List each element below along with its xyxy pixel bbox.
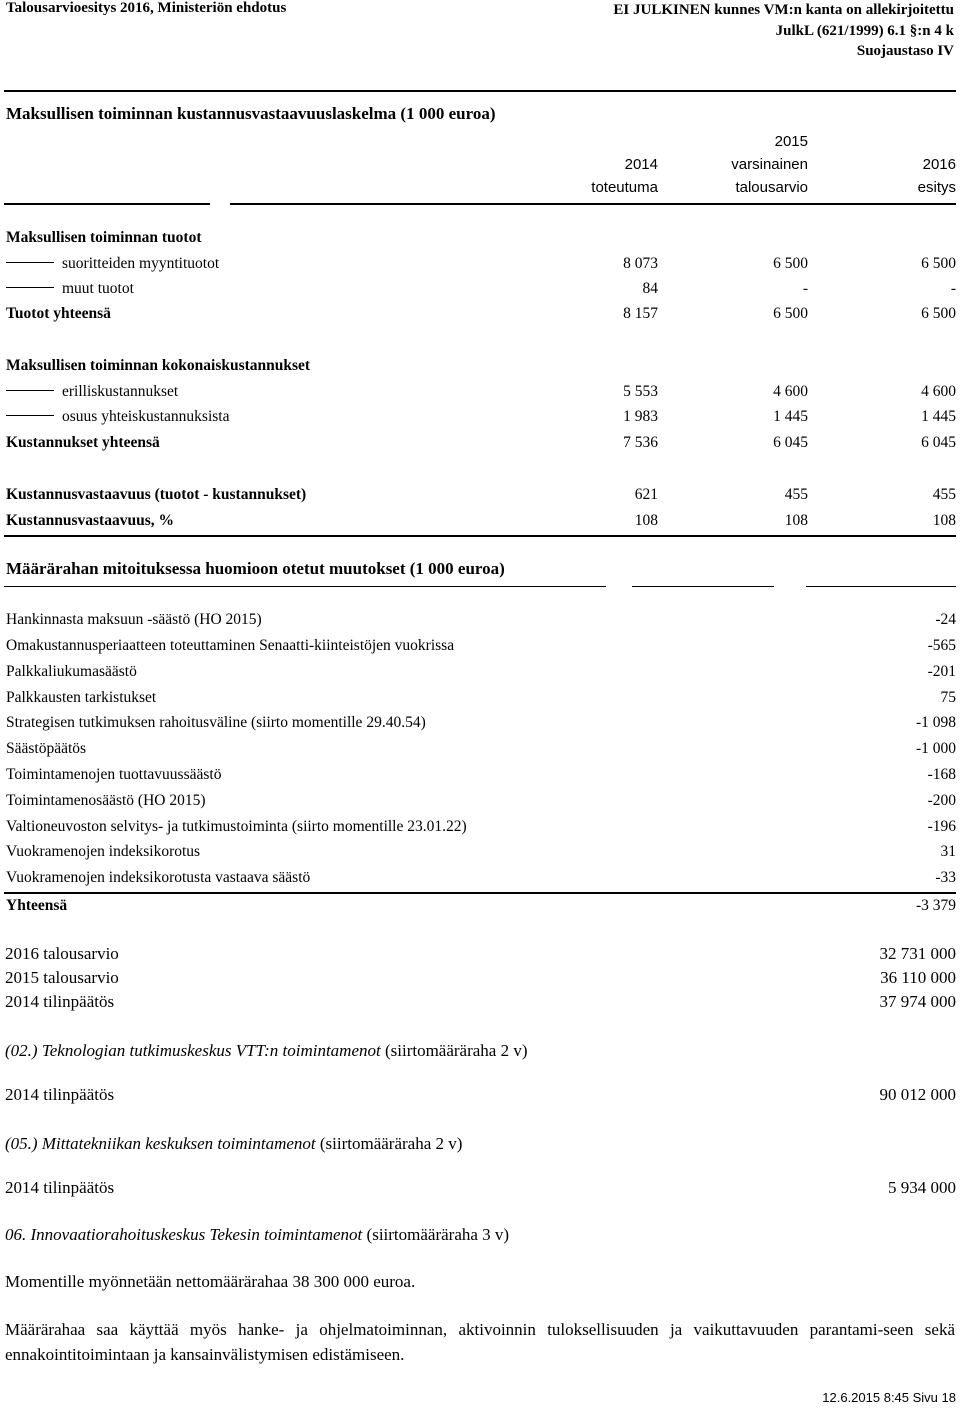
- change-label: Vuokramenojen indeksikorotus: [6, 843, 201, 860]
- table2-title-rule: [806, 586, 956, 587]
- table2-title-rule: [4, 586, 606, 587]
- change-value: -196: [927, 818, 956, 835]
- table-row: [0, 305, 960, 330]
- row-label: Kustannukset yhteensä: [6, 434, 160, 451]
- value-2016: 1 445: [921, 408, 956, 425]
- table-row: [0, 408, 960, 433]
- subsection-number: (02.): [5, 1041, 38, 1060]
- value-2015: -: [802, 280, 808, 297]
- table-row: [0, 357, 960, 382]
- dash-mark: [6, 262, 54, 263]
- list-item: [0, 714, 960, 739]
- change-label: Valtioneuvoston selvitys- ja tutkimustoiminta (siirto momentille 23.01.22): [6, 818, 467, 835]
- change-value: -1 098: [915, 714, 956, 731]
- value-2014: 8 073: [623, 255, 658, 272]
- budget-label: 2015 talousarvio: [5, 968, 119, 987]
- change-label: Strategisen tutkimuksen rahoitusväline (siirto momentille 29.40.54): [6, 714, 426, 731]
- table-row: [0, 280, 960, 305]
- table2-total-rule: [4, 892, 956, 894]
- budget-label: 2014 tilinpäätös: [5, 1178, 115, 1197]
- col-2015-heading: [731, 130, 808, 199]
- budget-row: [0, 992, 960, 1017]
- table2-title: Määrärahan mitoituksessa huomioon otetut muutokset (1 000 euroa): [6, 559, 505, 578]
- value-2015: 6 500: [773, 305, 808, 322]
- list-item: [0, 766, 960, 791]
- value-2015: 1 445: [773, 408, 808, 425]
- change-value: -201: [927, 663, 956, 680]
- header-right-line: Suojaustaso IV: [856, 43, 954, 59]
- col-heading-line: varsinainen: [731, 156, 808, 173]
- budget-value: 36 110 000: [880, 968, 956, 987]
- change-value: -168: [927, 766, 956, 783]
- body-paragraph: Määrärahaa saa käyttää myös hanke- ja ohjelmatoiminnan, aktivoinnin tuloksellisuuden ja vaikuttavuuden parantami-seen sekä ennakointitoimintaan ja kansainvälistymisen edistämiseen.: [5, 1320, 955, 1364]
- change-value: -24: [935, 611, 956, 628]
- change-label: Vuokramenojen indeksikorotusta vastaava säästö: [6, 869, 311, 886]
- value-2016: 108: [932, 512, 956, 529]
- total-value: -3 379: [915, 897, 956, 914]
- change-value: 31: [940, 843, 956, 860]
- change-label: Hankinnasta maksuun -säästö (HO 2015): [6, 611, 262, 628]
- header-right-line: EI JULKINEN kunnes VM:n kanta on allekirjoitettu: [613, 2, 954, 18]
- col-heading-line: esitys: [917, 179, 956, 196]
- subsection-number: 06.: [5, 1225, 27, 1244]
- change-value: -33: [935, 869, 956, 886]
- value-2016: 4 600: [921, 383, 956, 400]
- header-divider: [4, 90, 956, 92]
- table-row: [0, 229, 960, 254]
- table1-bottom-rule: [4, 535, 956, 537]
- header-left: Talousarvioesitys 2016, Ministeriön ehdotus: [6, 0, 287, 16]
- table-row: [0, 255, 960, 280]
- list-item: [0, 689, 960, 714]
- budget-row: [0, 944, 960, 969]
- body-paragraph: Momentille myönnetään nettomäärärahaa 38 300 000 euroa.: [5, 1272, 416, 1291]
- col-heading-line: toteutuma: [591, 179, 658, 196]
- table2-total-row: [0, 897, 960, 922]
- budget-label: 2014 tilinpäätös: [5, 1085, 115, 1104]
- list-item: [0, 792, 960, 817]
- row-label: Maksullisen toiminnan tuotot: [6, 229, 202, 246]
- value-2016: -: [950, 280, 956, 297]
- dash-mark: [6, 415, 54, 416]
- subsection-05-heading: [5, 1131, 955, 1156]
- value-2014: 5 553: [623, 383, 658, 400]
- subsection-kind: (siirtomääräraha 2 v): [384, 1041, 528, 1060]
- budget-value: 5 934 000: [888, 1178, 956, 1197]
- budget-row: [0, 1085, 960, 1110]
- row-label: suoritteiden myyntituotot: [62, 255, 220, 272]
- row-label: Maksullisen toiminnan kokonaiskustannukset: [6, 357, 311, 374]
- change-value: -565: [927, 637, 956, 654]
- list-item: [0, 818, 960, 843]
- change-label: Toimintamenojen tuottavuussäästö: [6, 766, 222, 783]
- change-value: -200: [927, 792, 956, 809]
- col-heading-line: 2014: [624, 156, 658, 173]
- value-2015: 6 500: [773, 255, 808, 272]
- subsection-title: Innovaatiorahoituskeskus Tekesin toimintamenot: [30, 1225, 363, 1244]
- change-label: Toimintamenosäästö (HO 2015): [6, 792, 206, 809]
- change-value: 75: [940, 689, 956, 706]
- table-row: [0, 486, 960, 511]
- table1-header-rule: [4, 203, 210, 205]
- table1-header-rule: [230, 203, 956, 205]
- value-2014: 84: [642, 280, 658, 297]
- col-heading-line: 2015: [774, 133, 808, 150]
- list-item: [0, 869, 960, 894]
- row-label: muut tuotot: [62, 280, 134, 297]
- row-label: osuus yhteiskustannuksista: [62, 408, 230, 425]
- table-row: [0, 512, 960, 537]
- list-item: [0, 611, 960, 636]
- subsection-02-heading: [5, 1038, 955, 1063]
- value-2015: 108: [784, 512, 808, 529]
- col-2016-heading: [918, 153, 956, 199]
- change-label: Omakustannusperiaatteen toteuttaminen Senaatti-kiinteistöjen vuokrissa: [6, 637, 455, 654]
- change-label: Säästöpäätös: [6, 740, 87, 757]
- col-heading-line: talousarvio: [735, 179, 808, 196]
- header-right: [613, 0, 954, 62]
- value-2016: 6 500: [921, 255, 956, 272]
- row-label: Kustannusvastaavuus (tuotot - kustannukset): [6, 486, 307, 503]
- page-footer: 12.6.2015 8:45 Sivu 18: [822, 1390, 956, 1405]
- list-item: [0, 663, 960, 688]
- value-2014: 8 157: [623, 305, 658, 322]
- row-label: Tuotot yhteensä: [6, 305, 111, 322]
- value-2014: 621: [634, 486, 658, 503]
- table-row: [0, 383, 960, 408]
- value-2015: 455: [784, 486, 808, 503]
- budget-value: 32 731 000: [879, 944, 956, 963]
- col-2014-heading: [591, 153, 658, 199]
- budget-row: [0, 1178, 960, 1203]
- change-value: -1 000: [915, 740, 956, 757]
- value-2016: 455: [932, 486, 956, 503]
- budget-value: 90 012 000: [879, 1085, 956, 1104]
- list-item: [0, 843, 960, 868]
- value-2014: 1 983: [623, 408, 658, 425]
- budget-label: 2014 tilinpäätös: [5, 992, 115, 1011]
- row-label: erilliskustannukset: [62, 383, 179, 400]
- subsection-title: Teknologian tutkimuskeskus VTT:n toimintamenot: [41, 1041, 381, 1060]
- subsection-title: Mittatekniikan keskuksen toimintamenot: [41, 1134, 316, 1153]
- budget-label: 2016 talousarvio: [5, 944, 119, 963]
- table1-title: Maksullisen toiminnan kustannusvastaavuuslaskelma (1 000 euroa): [6, 104, 496, 123]
- list-item: [0, 637, 960, 662]
- table-row: [0, 434, 960, 459]
- value-2016: 6 500: [921, 305, 956, 322]
- subsection-kind: (siirtomääräraha 3 v): [366, 1225, 510, 1244]
- total-label: Yhteensä: [6, 897, 68, 914]
- row-label: Kustannusvastaavuus, %: [6, 512, 174, 529]
- dash-mark: [6, 287, 54, 288]
- value-2015: 4 600: [773, 383, 808, 400]
- dash-mark: [6, 390, 54, 391]
- change-label: Palkkaliukumasäästö: [6, 663, 137, 680]
- subsection-number: (05.): [5, 1134, 38, 1153]
- subsection-kind: (siirtomääräraha 2 v): [319, 1134, 463, 1153]
- change-label: Palkkausten tarkistukset: [6, 689, 157, 706]
- list-item: [0, 740, 960, 765]
- subsection-06-heading: [5, 1222, 955, 1247]
- col-heading-line: 2016: [922, 156, 956, 173]
- value-2016: 6 045: [921, 434, 956, 451]
- header-right-line: JulkL (621/1999) 6.1 §:n 4 k: [775, 22, 954, 39]
- table2-title-rule: [632, 586, 774, 587]
- budget-value: 37 974 000: [879, 992, 956, 1011]
- budget-row: [0, 968, 960, 993]
- value-2014: 7 536: [623, 434, 658, 451]
- value-2014: 108: [634, 512, 658, 529]
- value-2015: 6 045: [773, 434, 808, 451]
